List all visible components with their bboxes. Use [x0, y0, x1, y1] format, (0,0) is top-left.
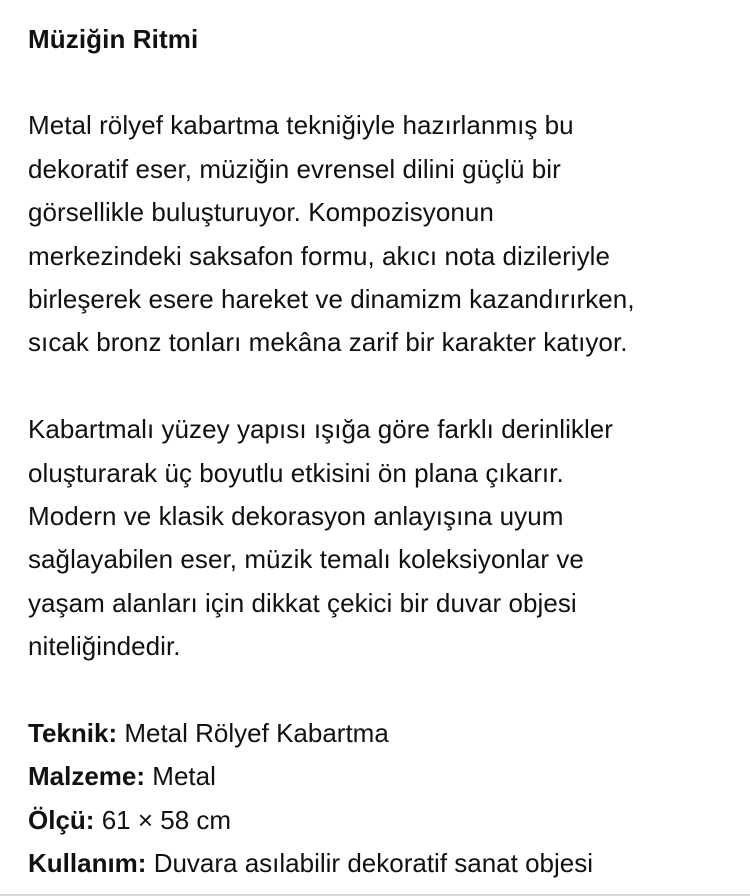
spacer — [28, 669, 728, 712]
paragraph-line: Kabartmalı yüzey yapısı ışığa göre farklı derinlikler — [28, 414, 614, 445]
description-paragraph-2 — [28, 408, 728, 668]
paragraph-line: oluşturarak üç boyutlu etkisini ön plana çıkarır. — [28, 457, 564, 488]
spacer — [28, 365, 728, 408]
product-description — [28, 18, 728, 886]
spec-key: Ölçü: — [28, 804, 95, 835]
paragraph-line: sağlayabilen eser, müzik temalı koleksiyonlar ve — [28, 544, 584, 575]
spec-usage — [28, 842, 728, 885]
spacer — [28, 61, 728, 104]
paragraph-line: dekoratif eser, müziğin evrensel dilini güçlü bir — [28, 153, 561, 184]
paragraph-line: yaşam alanları için dikkat çekici bir duvar objesi — [28, 587, 577, 618]
spec-value: 61 × 58 cm — [101, 804, 232, 835]
spec-material — [28, 755, 728, 798]
description-paragraph-1 — [28, 104, 728, 364]
paragraph-line: görsellikle buluşturuyor. Kompozisyonun — [28, 197, 494, 228]
paragraph-line: niteliğindedir. — [28, 631, 181, 662]
spec-key: Teknik: — [28, 718, 118, 749]
spec-list — [28, 712, 728, 886]
paragraph-line: Metal rölyef kabartma tekniğiyle hazırlanmış bu — [28, 110, 574, 141]
spec-value: Metal Rölyef Kabartma — [124, 718, 389, 749]
spec-key: Malzeme: — [28, 761, 146, 792]
spec-value: Metal — [152, 761, 216, 792]
paragraph-line: sıcak bronz tonları mekâna zarif bir karakter katıyor. — [28, 327, 628, 358]
spec-value: Duvara asılabilir dekoratif sanat objesi — [153, 848, 594, 879]
paragraph-line: Modern ve klasik dekorasyon anlayışına uyum — [28, 501, 564, 532]
paragraph-line: merkezindeki saksafon formu, akıcı nota dizileriyle — [28, 240, 611, 271]
page-title: Müziğin Ritmi — [28, 24, 199, 54]
spec-key: Kullanım: — [28, 848, 147, 879]
spec-size — [28, 799, 728, 842]
paragraph-line: birleşerek esere hareket ve dinamizm kazandırırken, — [28, 284, 635, 315]
spec-technique — [28, 712, 728, 755]
